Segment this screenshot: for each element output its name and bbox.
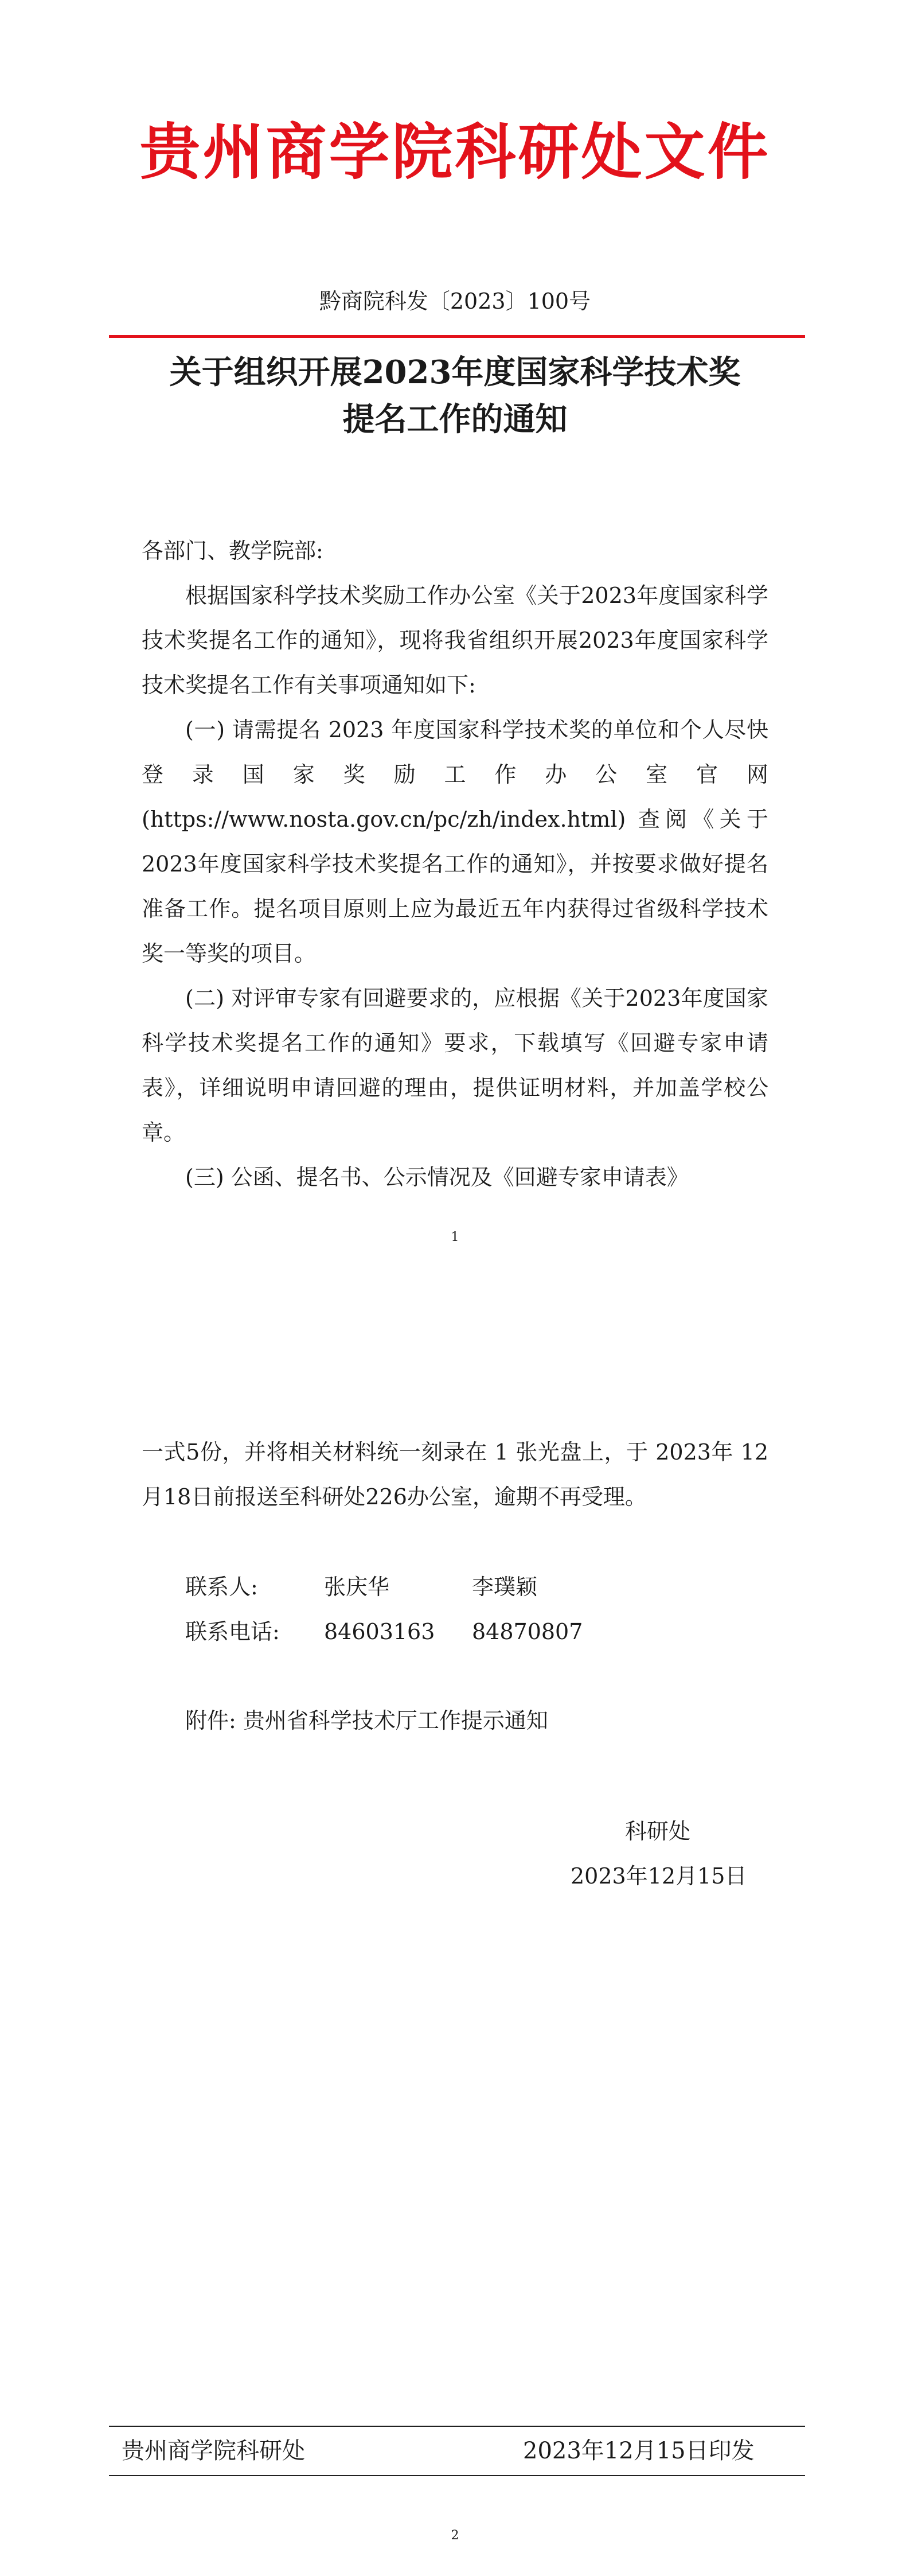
page-number-1: 1 — [451, 1230, 459, 1244]
contact-persons-label: 联系人: — [185, 1574, 258, 1600]
document-masthead: 贵州商学院科研处文件 — [139, 116, 771, 188]
contact-phone-1: 84603163 — [324, 1619, 435, 1644]
page-number-2: 2 — [451, 2528, 459, 2543]
contact-phones-row — [185, 1609, 701, 1655]
contact-phone-2: 84870807 — [472, 1619, 583, 1644]
salutation: 各部门、教学院部: — [142, 538, 323, 563]
signature-office-text: 科研处 — [625, 1819, 691, 1844]
contact-person-2: 李璞颖 — [472, 1574, 538, 1600]
intro-paragraph: 根据国家科学技术奖励工作办公室《关于2023年度国家科学技术奖提名工作的通知》，现将我省组织开展2023年度国家科学技术奖提名工作有关事项通知如下: — [142, 583, 768, 698]
contact-person-1: 张庆华 — [324, 1574, 390, 1600]
signature-date — [571, 1853, 800, 1899]
document-title — [0, 349, 910, 443]
footer-bottom-rule — [109, 2475, 805, 2476]
item-3-paragraph-start: (三) 公函、提名书、公示情况及《回避专家申请表》 — [185, 1165, 689, 1190]
signature-office — [625, 1808, 740, 1854]
signature-date-text: 2023年12月15日 — [571, 1863, 747, 1889]
red-divider-line — [109, 335, 805, 338]
attachment-text: 附件: 贵州省科学技术厅工作提示通知 — [185, 1708, 548, 1733]
contact-phone-label: 联系电话: — [185, 1619, 280, 1644]
footer-print-date: 2023年12月15日印发 — [523, 2438, 755, 2464]
item-3-paragraph-continuation: 一式5份，并将相关材料统一刻录在 1 张光盘上，于 2023年 12月18日前报送至科研处226办公室，逾期不再受理。 — [142, 1439, 768, 1509]
footer-top-rule — [109, 2426, 805, 2427]
item-2-paragraph: (二) 对评审专家有回避要求的，应根据《关于2023年度国家科学技术奖提名工作的通知》要求，下载填写《回避专家申请表》，详细说明申请回避的理由，提供证明材料，并加盖学校公章。 — [142, 986, 768, 1145]
attachment-line — [185, 1698, 759, 1744]
footer-issuer: 贵州商学院科研处 — [122, 2438, 305, 2464]
title-line-1: 关于组织开展2023年度国家科学技术奖 — [169, 353, 741, 391]
title-line-2: 提名工作的通知 — [342, 400, 568, 438]
document-number: 黔商院科发〔2023〕100号 — [319, 289, 591, 314]
contact-persons-row — [185, 1564, 701, 1610]
item-1-paragraph: (一) 请需提名 2023 年度国家科学技术奖的单位和个人尽快登录国家奖励工作办公室官网 (https://www.nosta.gov.cn/pc/zh/index.html) 查阅《关于2023年度国家科学技术奖提名工作的通知》，并按要求做好提名准备工作。提名项目原则上应为最近五年内获得过省级科学技术奖一等奖的项目。 — [142, 717, 768, 966]
